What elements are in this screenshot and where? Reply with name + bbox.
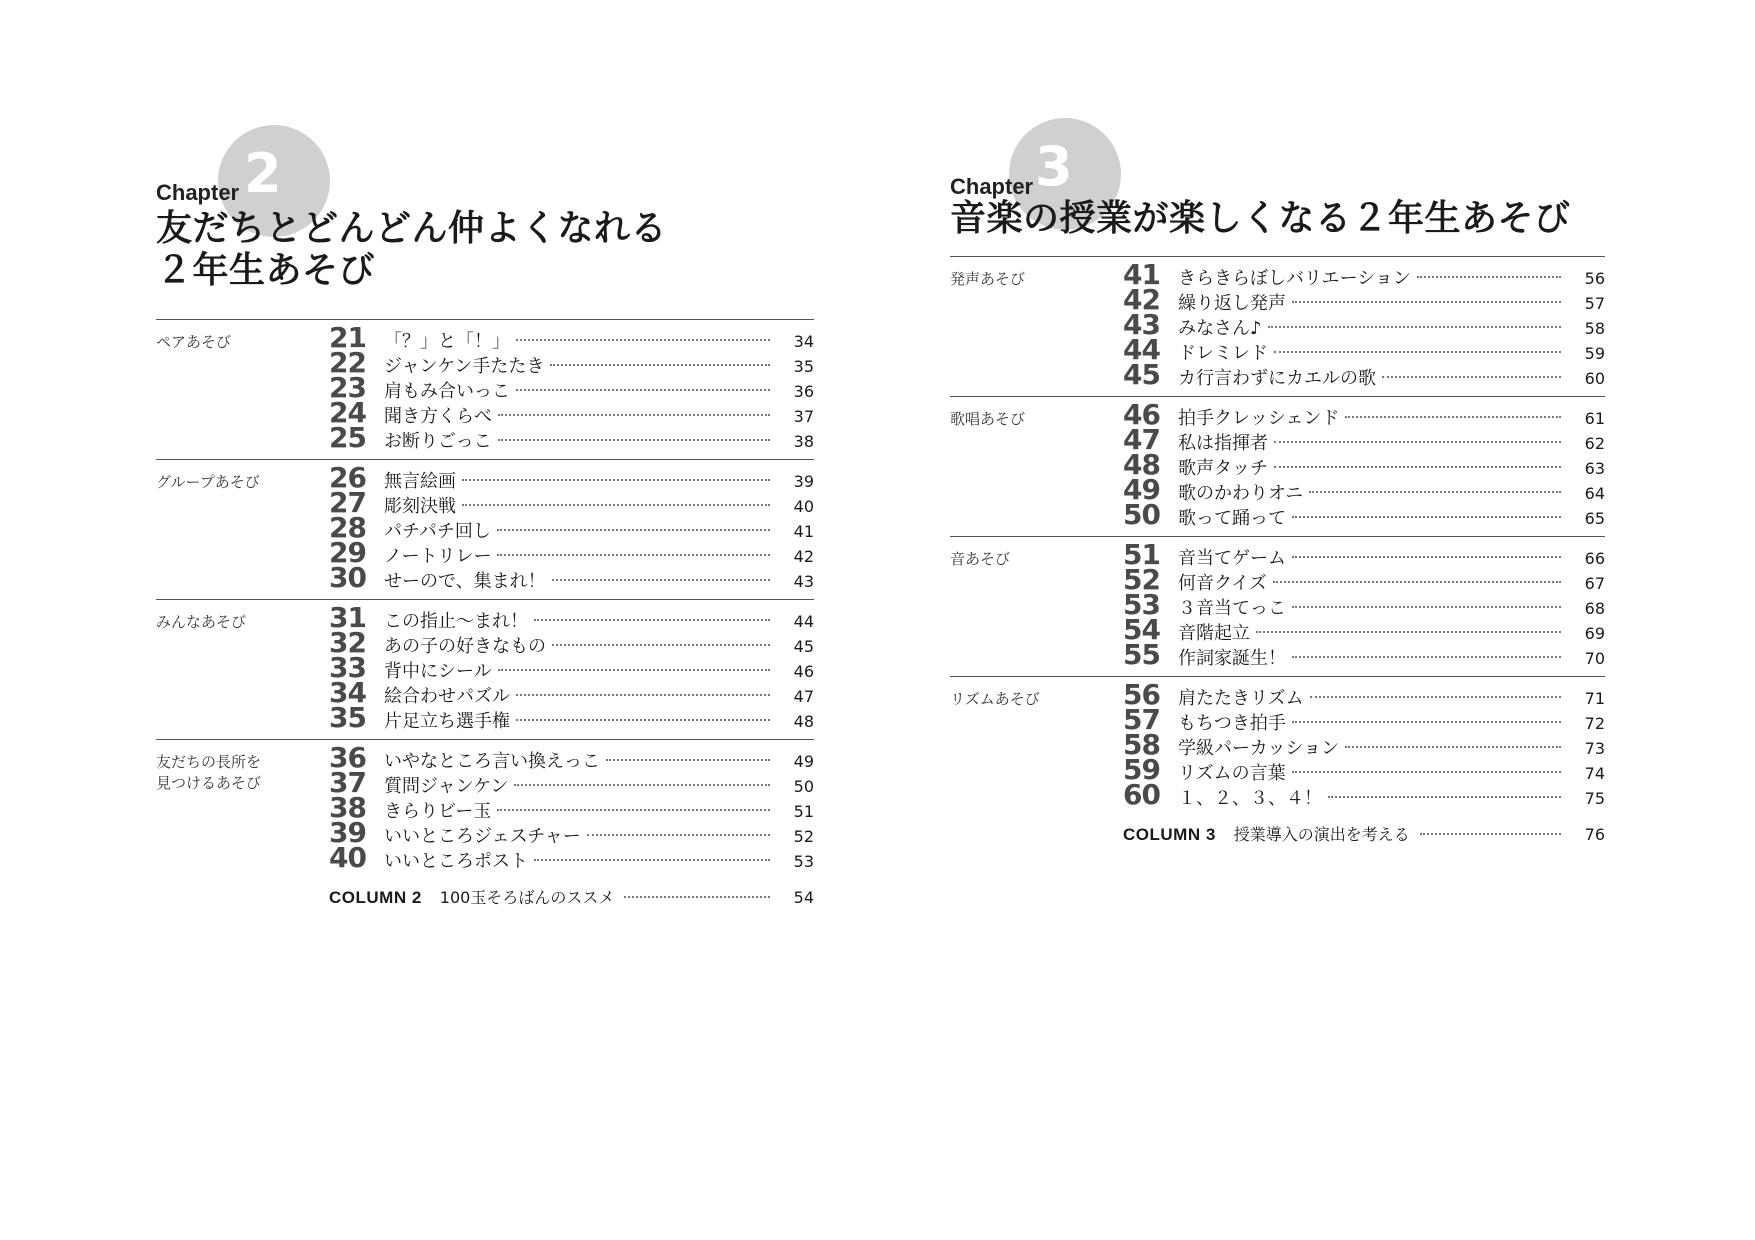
entry-number: 37 (329, 766, 366, 799)
dot-leader (498, 439, 770, 441)
toc-section (156, 319, 814, 459)
entry-title: 何音クイズ (1178, 573, 1267, 594)
entry-title: 私は指揮者 (1178, 433, 1268, 454)
entry-number: 50 (1123, 498, 1160, 531)
entry-number: 31 (329, 601, 366, 634)
entry-title: 音階起立 (1178, 623, 1250, 644)
toc-entry[interactable] (1123, 333, 1605, 366)
toc-entry[interactable] (329, 486, 814, 519)
dot-leader (1274, 351, 1561, 353)
entry-page: 36 (793, 382, 814, 401)
dot-leader (1292, 771, 1561, 773)
toc-entry[interactable] (1123, 678, 1605, 711)
entry-page: 60 (1584, 369, 1605, 388)
chapter-word: Chapter (156, 180, 240, 205)
toc-entry[interactable] (1123, 498, 1605, 531)
entry-title: ジャンケン手たたき (384, 356, 545, 377)
toc-entry[interactable] (329, 816, 814, 849)
entry-number: 22 (329, 346, 366, 379)
entry-title: 作詞家誕生！ (1178, 648, 1286, 669)
entry-number: 54 (1123, 613, 1160, 646)
entry-page: 57 (1584, 294, 1605, 313)
entry-number: 36 (329, 741, 366, 774)
entry-number: 57 (1123, 703, 1160, 736)
entry-number: 34 (329, 676, 366, 709)
entry-list (329, 601, 814, 734)
toc-section (950, 536, 1605, 676)
toc-section (950, 676, 1605, 816)
section-label: 発声あそび (950, 270, 1026, 288)
entry-page: 40 (793, 497, 814, 516)
entry-title: 「？」と「！」 (384, 331, 510, 352)
toc-section (156, 599, 814, 739)
entry-title: 背中にシール (384, 661, 492, 682)
section-label: 歌唱あそび (950, 410, 1026, 428)
entry-title: 繰り返し発声 (1178, 293, 1286, 314)
entry-number: 45 (1123, 358, 1160, 391)
entry-page: 75 (1584, 789, 1605, 808)
column-title: 100玉そろばんのススメ (439, 888, 615, 907)
entry-title: いいところジェスチャー (384, 826, 581, 847)
dot-leader (1292, 556, 1561, 558)
entry-page: 39 (793, 472, 814, 491)
dot-leader (550, 364, 770, 366)
dot-leader (497, 529, 770, 531)
dot-leader (514, 784, 770, 786)
toc-entry[interactable] (329, 701, 814, 734)
entry-number: 29 (329, 536, 366, 569)
entry-page: 42 (793, 547, 814, 566)
entry-page: 38 (793, 432, 814, 451)
toc-entry[interactable] (329, 421, 814, 454)
entry-title: あの子の好きなもの (384, 636, 546, 657)
dot-leader (516, 694, 770, 696)
toc-section (950, 256, 1605, 396)
entry-page: 66 (1584, 549, 1605, 568)
dot-leader (497, 809, 770, 811)
entry-number: 27 (329, 486, 366, 519)
entry-list (1123, 678, 1605, 811)
section-label: リズムあそび (950, 690, 1040, 708)
entry-number: 23 (329, 371, 366, 404)
entry-number: 40 (329, 841, 366, 874)
entry-page: 69 (1584, 624, 1605, 643)
entry-page: 59 (1584, 344, 1605, 363)
entry-list (1123, 538, 1605, 671)
entry-page: 64 (1584, 484, 1605, 503)
column-label: COLUMN 3 (1123, 825, 1216, 844)
toc-entry[interactable] (1123, 588, 1605, 621)
entry-page: 73 (1584, 739, 1605, 758)
column-page: 76 (1584, 825, 1605, 844)
entry-page: 35 (793, 357, 814, 376)
dot-leader (552, 579, 770, 581)
dot-leader (1292, 656, 1561, 658)
entry-title: みなさん♪ (1178, 318, 1262, 339)
entry-number: 47 (1123, 423, 1160, 456)
toc-entry[interactable] (1123, 703, 1605, 736)
entry-list (329, 321, 814, 454)
entry-title: いやなところ言い換えっこ (384, 751, 600, 772)
entry-list (329, 461, 814, 594)
entry-page: 58 (1584, 319, 1605, 338)
toc-entry[interactable] (329, 626, 814, 659)
entry-number: 60 (1123, 778, 1160, 811)
toc-entry[interactable] (1123, 613, 1605, 646)
entry-page: 65 (1584, 509, 1605, 528)
entry-page: 43 (793, 572, 814, 591)
column-page: 54 (793, 888, 814, 907)
dot-leader (587, 834, 770, 836)
entry-title: カ行言わずにカエルの歌 (1178, 368, 1376, 389)
column-label: COLUMN 2 (329, 888, 422, 907)
entry-page: 50 (793, 777, 814, 796)
section-label: 音あそび (950, 550, 1011, 568)
entry-title: 学級パーカッション (1178, 738, 1340, 759)
entry-page: 72 (1584, 714, 1605, 733)
toc-section (156, 459, 814, 599)
toc-entry[interactable] (1123, 753, 1605, 786)
dot-leader (624, 896, 770, 898)
dot-leader (1345, 416, 1561, 418)
dot-leader (1292, 606, 1561, 608)
entry-title: もちつき拍手 (1178, 713, 1286, 734)
entry-title: 絵合わせパズル (384, 686, 510, 707)
entry-number: 30 (329, 561, 366, 594)
toc-entry[interactable] (329, 371, 814, 404)
entry-number: 52 (1123, 563, 1160, 596)
entry-number: 39 (329, 816, 366, 849)
entry-page: 34 (793, 332, 814, 351)
dot-leader (552, 644, 770, 646)
toc-entry[interactable] (329, 321, 814, 354)
entry-number: 43 (1123, 308, 1160, 341)
entry-title: パチパチ回し (384, 521, 491, 542)
toc-entry[interactable] (1123, 538, 1605, 571)
entry-title: せーので、集まれ！ (384, 571, 546, 592)
dot-leader (1310, 696, 1561, 698)
entry-page: 62 (1584, 434, 1605, 453)
entry-number: 35 (329, 701, 366, 734)
entry-title: リズムの言葉 (1178, 763, 1286, 784)
toc-entry[interactable] (329, 561, 814, 594)
toc-entry[interactable] (1123, 638, 1605, 671)
section-label: みんなあそび (156, 613, 247, 631)
entry-number: 53 (1123, 588, 1160, 621)
entry-number: 59 (1123, 753, 1160, 786)
entry-page: 61 (1584, 409, 1605, 428)
entry-number: 25 (329, 421, 366, 454)
toc-entry[interactable] (329, 651, 814, 684)
entry-list (1123, 258, 1605, 391)
entry-page: 47 (793, 687, 814, 706)
entry-title: 彫刻決戦 (384, 496, 456, 517)
dot-leader (516, 719, 770, 721)
section-label: グループあそび (156, 473, 260, 491)
entry-title: 歌って踊って (1178, 508, 1286, 529)
dot-leader (1292, 516, 1561, 518)
entry-number: 46 (1123, 398, 1160, 431)
entry-number: 58 (1123, 728, 1160, 761)
toc-entry[interactable] (329, 791, 814, 824)
entry-number: 33 (329, 651, 366, 684)
entry-page: 53 (793, 852, 814, 871)
toc-entry[interactable] (1123, 563, 1605, 596)
entry-number: 32 (329, 626, 366, 659)
toc-entry[interactable] (1123, 778, 1605, 811)
chapter-header (156, 118, 814, 208)
dot-leader (497, 554, 770, 556)
toc-section (156, 739, 814, 879)
dot-leader (1420, 833, 1561, 835)
entry-title: いいところポスト (384, 851, 528, 872)
entry-title: 質問ジャンケン (384, 776, 509, 797)
entry-page: 45 (793, 637, 814, 656)
toc-entry[interactable] (329, 676, 814, 709)
entry-page: 37 (793, 407, 814, 426)
section-label: 友だちの長所を 見つけるあそび (156, 753, 262, 792)
entry-page: 56 (1584, 269, 1605, 288)
entry-page: 49 (793, 752, 814, 771)
entry-page: 71 (1584, 689, 1605, 708)
dot-leader (1274, 466, 1561, 468)
entry-page: 70 (1584, 649, 1605, 668)
entry-title: 肩もみ合いっこ (384, 381, 510, 402)
dot-leader (1268, 326, 1562, 328)
entry-title: 肩たたきリズム (1178, 688, 1304, 709)
entry-title: この指止～まれ！ (384, 611, 528, 632)
chapter-header (950, 112, 1605, 202)
dot-leader (534, 619, 770, 621)
entry-title: 歌声タッチ (1178, 458, 1268, 479)
dot-leader (606, 759, 770, 761)
dot-leader (1256, 631, 1561, 633)
toc-entry[interactable] (329, 396, 814, 429)
dot-leader (462, 504, 770, 506)
dot-leader (462, 479, 770, 481)
dot-leader (1417, 276, 1561, 278)
chapter-word: Chapter (950, 174, 1034, 199)
entry-number: 55 (1123, 638, 1160, 671)
dot-leader (1292, 721, 1561, 723)
toc-entry[interactable] (1123, 423, 1605, 456)
entry-number: 51 (1123, 538, 1160, 571)
dot-leader (1309, 491, 1561, 493)
section-label: ペアあそび (156, 333, 232, 351)
chapter-number: 2 (244, 142, 282, 205)
entry-number: 38 (329, 791, 366, 824)
entry-number: 42 (1123, 283, 1160, 316)
column-title: 授業導入の演出を考える (1233, 825, 1410, 844)
toc-entry[interactable] (329, 346, 814, 379)
toc-entry[interactable] (1123, 358, 1605, 391)
entry-number: 41 (1123, 258, 1160, 291)
entry-title: きらりビー玉 (384, 801, 492, 822)
dot-leader (1273, 581, 1561, 583)
dot-leader (1382, 376, 1561, 378)
column-entry[interactable] (1123, 822, 1605, 852)
column-entry[interactable] (329, 885, 814, 915)
chapter-title: 音楽の授業が楽しくなる２年生あそび (950, 198, 1571, 239)
entry-title: お断りごっこ (384, 431, 492, 452)
dot-leader (516, 389, 770, 391)
entry-page: 48 (793, 712, 814, 731)
dot-leader (498, 414, 770, 416)
chapter-2-contents (156, 118, 814, 915)
entry-number: 28 (329, 511, 366, 544)
chapter-3-contents (950, 112, 1605, 852)
entry-page: 46 (793, 662, 814, 681)
entry-title: 聞き方くらべ (384, 406, 492, 427)
entry-title: ノートリレー (384, 546, 492, 567)
entry-page: 52 (793, 827, 814, 846)
toc-entry[interactable] (1123, 448, 1605, 481)
toc-entry[interactable] (329, 511, 814, 544)
entry-number: 26 (329, 461, 366, 494)
entry-number: 24 (329, 396, 366, 429)
entry-title: 歌のかわりオニ (1178, 483, 1304, 504)
entry-title: １、２、３、４！ (1178, 788, 1322, 809)
dot-leader (1328, 796, 1561, 798)
entry-number: 48 (1123, 448, 1160, 481)
dot-leader (1345, 746, 1561, 748)
entry-title: ３音当てっこ (1178, 598, 1286, 619)
entry-page: 51 (793, 802, 814, 821)
entry-page: 41 (793, 522, 814, 541)
toc-entry[interactable] (1123, 398, 1605, 431)
entry-number: 49 (1123, 473, 1160, 506)
toc-section (950, 396, 1605, 536)
section-list (950, 256, 1605, 852)
toc-entry[interactable] (1123, 258, 1605, 291)
entry-title: 無言絵画 (384, 471, 456, 492)
chapter-title: 友だちとどんどん仲よくなれる ２年生あそび (156, 208, 668, 291)
entry-list (1123, 398, 1605, 531)
entry-title: きらきらぼしバリエーション (1178, 268, 1411, 289)
entry-number: 21 (329, 321, 366, 354)
toc-entry[interactable] (1123, 473, 1605, 506)
entry-title: ドレミレド (1178, 343, 1268, 364)
dot-leader (516, 339, 770, 341)
entry-number: 44 (1123, 333, 1160, 366)
entry-page: 44 (793, 612, 814, 631)
entry-page: 68 (1584, 599, 1605, 618)
dot-leader (1274, 441, 1561, 443)
dot-leader (534, 859, 770, 861)
toc-entry[interactable] (1123, 728, 1605, 761)
entry-list (329, 741, 814, 874)
entry-title: 音当てゲーム (1178, 548, 1286, 569)
toc-entry[interactable] (329, 601, 814, 634)
chapter-number: 3 (1035, 135, 1073, 198)
dot-leader (498, 669, 770, 671)
entry-title: 片足立ち選手権 (384, 711, 510, 732)
entry-page: 67 (1584, 574, 1605, 593)
entry-page: 63 (1584, 459, 1605, 478)
toc-entry[interactable] (1123, 308, 1605, 341)
toc-entry[interactable] (329, 461, 814, 494)
toc-entry[interactable] (329, 536, 814, 569)
dot-leader (1292, 301, 1561, 303)
section-list (156, 319, 814, 915)
entry-number: 56 (1123, 678, 1160, 711)
toc-entry[interactable] (329, 741, 814, 774)
entry-title: 拍手クレッシェンド (1178, 408, 1340, 429)
entry-page: 74 (1584, 764, 1605, 783)
